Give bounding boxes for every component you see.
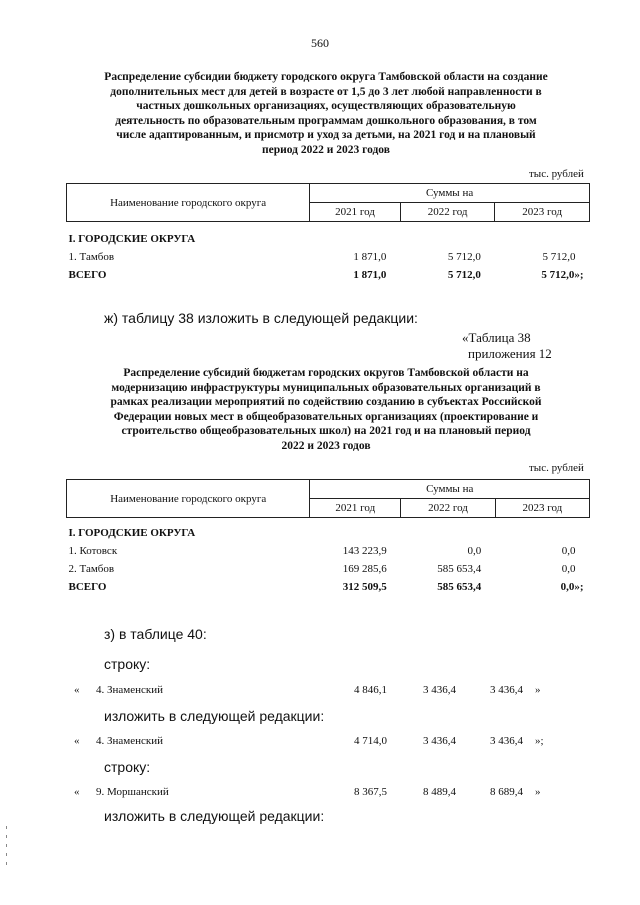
table-row [67, 560, 590, 578]
table1 [66, 183, 590, 284]
table1-header-row [67, 184, 590, 203]
table1-units: тыс. рублей [529, 168, 584, 180]
table1-year: 2023 год [495, 203, 590, 222]
table1-title-line: Распределение субсидии бюджету городского округа Тамбовской области на создание [104, 71, 548, 83]
line2-close-quote: »; [535, 735, 544, 747]
line3-value-2: 8 489,4 [423, 786, 456, 798]
line3-name: 9. Моршанский [96, 786, 169, 798]
total-name: ВСЕГО [68, 269, 107, 281]
row-value-2023: 0,0 [561, 563, 576, 575]
line3-value-3: 8 689,4 [490, 786, 523, 798]
table2-ref-line1: «Таблица 38 [462, 330, 531, 345]
table1-title [66, 70, 586, 158]
row-value-2023: 5 712,0 [542, 251, 576, 263]
total-value-2023: 5 712,0»; [541, 269, 584, 281]
row-value-2021: 169 285,6 [342, 563, 387, 575]
line1-open-quote: « [74, 684, 80, 696]
table2-title-line: Федерации новых мест в общеобразовательных организациях (проектирование и [113, 410, 539, 423]
table1-title-line: частных дошкольных организациях, осуществляющих образовательную [136, 100, 516, 113]
row-name: 2. Тамбов [68, 563, 115, 575]
paragraph-izlozhit-2: изложить в следующей редакции: [104, 808, 325, 824]
table1-title-line: период 2022 и 2023 годов [262, 143, 390, 156]
row-value-2021: 143 223,9 [342, 545, 387, 557]
line2-value-2: 3 436,4 [423, 735, 456, 747]
paragraph-izlozhit-1: изложить в следующей редакции: [104, 708, 325, 724]
total-value-2023: 0,0»; [560, 581, 584, 593]
total-name: ВСЕГО [68, 581, 107, 593]
table2-header-name: Наименование городского округа [67, 480, 310, 518]
table2-title [66, 366, 586, 454]
table1-header-name: Наименование городского округа [67, 184, 310, 222]
table1-section: I. ГОРОДСКИЕ ОКРУГА [68, 233, 196, 245]
table2-header-sums: Суммы на [310, 480, 590, 499]
line3-close-quote: » [535, 786, 541, 798]
table1-section-row [67, 230, 590, 248]
paragraph-stroku-2: строку: [104, 759, 151, 775]
row-name: 1. Тамбов [68, 251, 115, 263]
paragraph-stroku-1: строку: [104, 656, 151, 672]
table2-header-row [67, 480, 590, 499]
line2-value-3: 3 436,4 [490, 735, 523, 747]
total-value-2021: 1 871,0 [353, 269, 387, 281]
table1-header-sums: Суммы на [310, 184, 590, 203]
line3-open-quote: « [74, 786, 80, 798]
table2-total-row [67, 578, 590, 596]
line2-value-1: 4 714,0 [354, 735, 387, 747]
page-number: 560 [311, 36, 329, 50]
line1-close-quote: » [535, 684, 541, 696]
table2 [66, 479, 590, 596]
table2-title-line: модернизацию инфраструктуры муниципальных образовательных организаций в [111, 381, 541, 394]
line1-value-3: 3 436,4 [490, 684, 523, 696]
line2-name: 4. Знаменский [96, 735, 164, 747]
line3-value-1: 8 367,5 [354, 786, 387, 798]
table1-year: 2021 год [310, 203, 401, 222]
table2-title-line: Распределение субсидий бюджетам городских округов Тамбовской области на [123, 367, 529, 379]
table2-year: 2023 год [495, 499, 589, 518]
table1-year: 2022 год [400, 203, 495, 222]
table-row [67, 542, 590, 560]
paragraph-zh: ж) таблицу 38 изложить в следующей редакции: [104, 310, 418, 326]
row-value-2021: 1 871,0 [353, 251, 387, 263]
row-value-2022: 5 712,0 [447, 251, 481, 263]
row-value-2022: 0,0 [467, 545, 482, 557]
table1-title-line: числе адаптированным, и присмотр и уход за детьми, на 2021 год и на плановый [116, 129, 536, 142]
table2-ref-line2: приложения 12 [468, 346, 552, 361]
table2-year: 2022 год [401, 499, 496, 518]
row-value-2023: 0,0 [561, 545, 576, 557]
total-value-2022: 5 712,0 [447, 269, 481, 281]
line2-open-quote: « [74, 735, 80, 747]
table-row [67, 248, 590, 266]
margin-scan-marks [6, 820, 8, 900]
total-value-2022: 585 653,4 [437, 581, 482, 593]
table1-title-line: деятельность по образовательным программам дошкольного образования, в том [115, 114, 537, 127]
table2-section: I. ГОРОДСКИЕ ОКРУГА [68, 527, 196, 539]
table1-title-line: дополнительных мест для детей в возрасте от 1,5 до 3 лет любой направленности в [110, 85, 542, 98]
table2-units: тыс. рублей [529, 462, 584, 474]
table2-title-line: рамках реализации мероприятий по содействию созданию в субъектах Российской [110, 396, 542, 409]
row-name: 1. Котовск [68, 545, 118, 557]
table2-year: 2021 год [310, 499, 401, 518]
paragraph-z: з) в таблице 40: [104, 626, 207, 642]
row-value-2022: 585 653,4 [437, 563, 482, 575]
table2-title-line: 2022 и 2023 годов [281, 439, 371, 452]
table1-total-row [67, 266, 590, 284]
table2-section-row [67, 524, 590, 542]
total-value-2021: 312 509,5 [342, 581, 387, 593]
line1-name: 4. Знаменский [96, 684, 164, 696]
line1-value-2: 3 436,4 [423, 684, 456, 696]
table2-title-line: строительство общеобразовательных школ) на 2021 год и на плановый период [121, 425, 531, 438]
line1-value-1: 4 846,1 [354, 684, 387, 696]
